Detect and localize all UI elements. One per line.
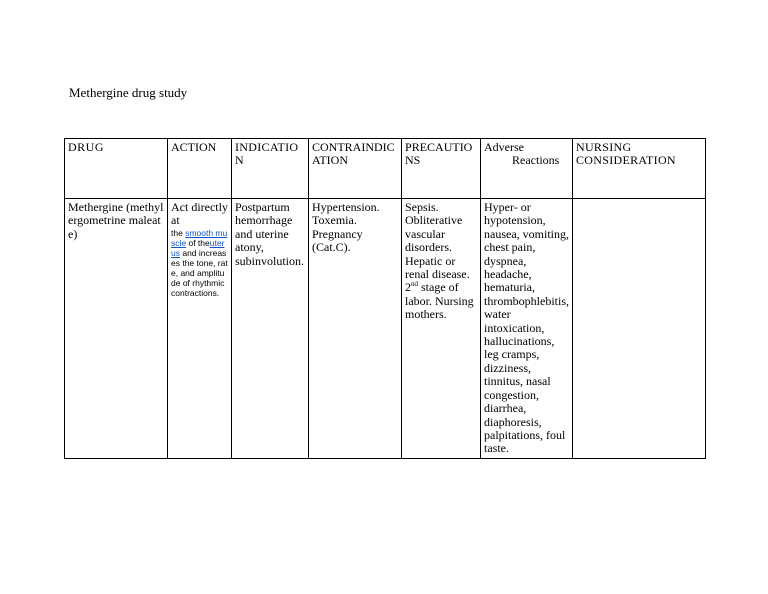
- cell-nursing-consideration: [573, 199, 706, 459]
- header-adverse-reactions: [481, 139, 573, 199]
- document-title: Methergine drug study: [69, 85, 188, 100]
- drug-study-table: [64, 138, 706, 459]
- table-row: [65, 199, 706, 459]
- header-nursing-line2: CONSIDERATION: [576, 153, 676, 168]
- header-adverse-line2: Reactions: [512, 153, 560, 168]
- header-adverse-line1: Adverse: [484, 140, 524, 154]
- cell-action: [168, 199, 232, 459]
- action-detail: [171, 228, 228, 298]
- header-precautions-rest: RECAUTIONS: [405, 140, 473, 168]
- precautions-pre: Sepsis. Obliterative vascular disorders. Hepatic or renal disease. 2: [405, 200, 470, 295]
- uterus-link[interactable]: uterus: [171, 237, 225, 258]
- header-precautions-initial: P: [405, 140, 412, 154]
- header-precautions: [402, 139, 481, 199]
- header-row: [65, 139, 706, 199]
- header-drug: DRUG: [65, 139, 168, 199]
- cell-precautions: [402, 199, 481, 459]
- cell-contraindication: Hypertension. Toxemia. Pregnancy (Cat.C).: [309, 199, 402, 459]
- header-nursing-line1: NURSING: [576, 140, 632, 154]
- header-contraindication: CONTRAINDICATION: [309, 139, 402, 199]
- header-nursing-consideration: [573, 139, 706, 199]
- action-text-post: and increases the tone, rate, and amplitude of rhythmic contractions.: [171, 247, 228, 298]
- cell-adverse-reactions: Hyper- or hypotension, nausea, vomiting, chest pain, dyspnea, headache, hematuria, thrombophlebitis, water intoxication, hallucinations, leg cramps, dizziness, tinnitus, nasal congestion, diarrhea, diaphoresis, palpitations, foul taste.: [481, 199, 573, 459]
- header-indication: INDICATION: [232, 139, 309, 199]
- smooth-muscle-link[interactable]: smooth muscle: [171, 227, 228, 248]
- cell-drug: Methergine (methylergometrine maleate): [65, 199, 168, 459]
- action-main-text: Act directly at: [171, 200, 228, 228]
- precautions-post: stage of labor. Nursing mothers.: [405, 280, 474, 322]
- header-action: ACTION: [168, 139, 232, 199]
- action-text-mid: of the: [186, 237, 210, 248]
- precautions-sup: nd: [411, 280, 418, 289]
- action-text-pre: the: [171, 227, 186, 238]
- cell-indication: Postpartum hemorrhage and uterine atony, subinvolution.: [232, 199, 309, 459]
